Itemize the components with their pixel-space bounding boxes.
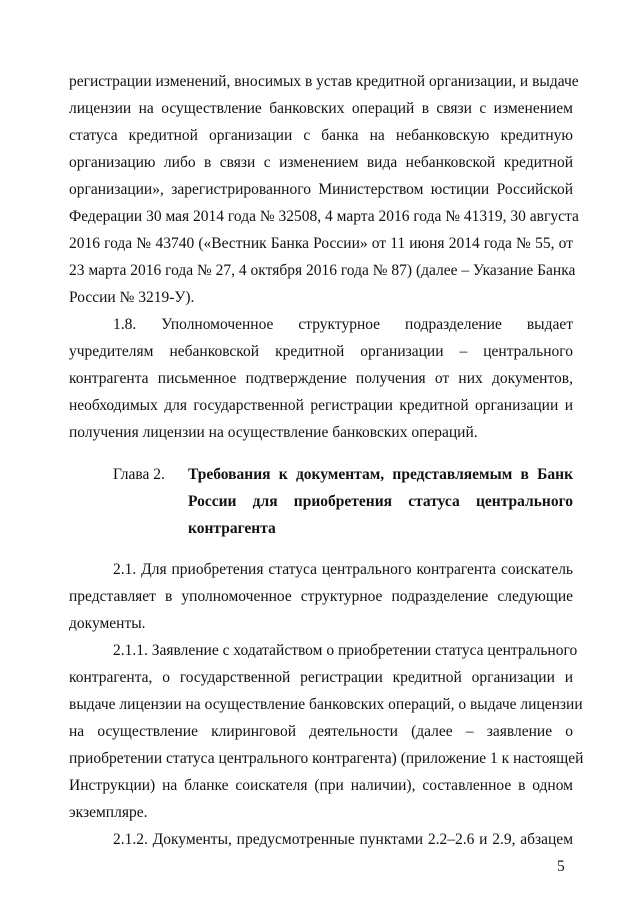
page-number: 5 [557,858,565,875]
text-line: 2016 года № 43740 («Вестник Банка России» от 11 июня 2014 года № 55, от [69,235,573,252]
paragraph-2-1-1-line: Инструкции) на бланке соискателя (при наличии), составленное в одном [69,777,573,794]
paragraph-2-1-1-line: приобретении статуса центрального контрагента) (приложение 1 к настоящей [69,750,584,767]
paragraph-2-1-1-line: на осуществление клиринговой деятельности (далее – заявление о [69,723,573,740]
chapter-title-line: России для приобретения статуса центрального [188,493,573,510]
text-line: России № 3219-У). [69,289,195,306]
paragraph-1-8-line: учредителям небанковской кредитной организации – центрального [69,343,573,360]
paragraph-2-1-1-line: 2.1.1. Заявление с ходатайством о приобретении статуса центрального [113,642,578,659]
text-line: лицензии на осуществление банковских операций в связи с изменением [69,100,573,117]
chapter-title-line: контрагента [188,520,276,537]
paragraph-2-1-line: документы. [69,615,146,632]
paragraph-2-1-2-line: 2.1.2. Документы, предусмотренные пунктами 2.2–2.6 и 2.9, абзацем [113,831,573,848]
paragraph-1-8-line: контрагента письменное подтверждение получения от них документов, [69,370,573,387]
paragraph-1-8-line: получения лицензии на осуществление банковских операций. [69,424,478,441]
text-line: организации», зарегистрированного Министерством юстиции Российской [69,181,573,198]
paragraph-2-1-1-line: контрагента, о государственной регистрации кредитной организации и [69,669,573,686]
paragraph-1-8-line: необходимых для государственной регистрации кредитной организации и [69,397,573,414]
paragraph-2-1-line: 2.1. Для приобретения статуса центрального контрагента соискатель [113,561,573,578]
text-line: Федерации 30 мая 2014 года № 32508, 4 марта 2016 года № 41319, 30 августа [69,208,579,225]
paragraph-2-1-1-line: выдаче лицензии на осуществление банковских операций, о выдаче лицензии [69,696,583,713]
paragraph-2-1-line: представляет в уполномоченное структурное подразделение следующие [69,588,573,605]
chapter-label: Глава 2. [113,466,165,483]
chapter-title-line: Требования к документам, представляемым в Банк [188,466,573,483]
text-line: 23 марта 2016 года № 27, 4 октября 2016 года № 87) (далее – Указание Банка [69,262,576,279]
text-line: организацию либо в связи с изменением вида небанковской кредитной [69,154,573,171]
paragraph-2-1-1-line: экземпляре. [69,804,148,821]
text-line: регистрации изменений, вносимых в устав кредитной организации, и выдаче [69,73,579,90]
text-line: статуса кредитной организации с банка на небанковскую кредитную [69,127,573,144]
paragraph-1-8-line: 1.8. Уполномоченное структурное подразделение выдает [113,316,573,333]
